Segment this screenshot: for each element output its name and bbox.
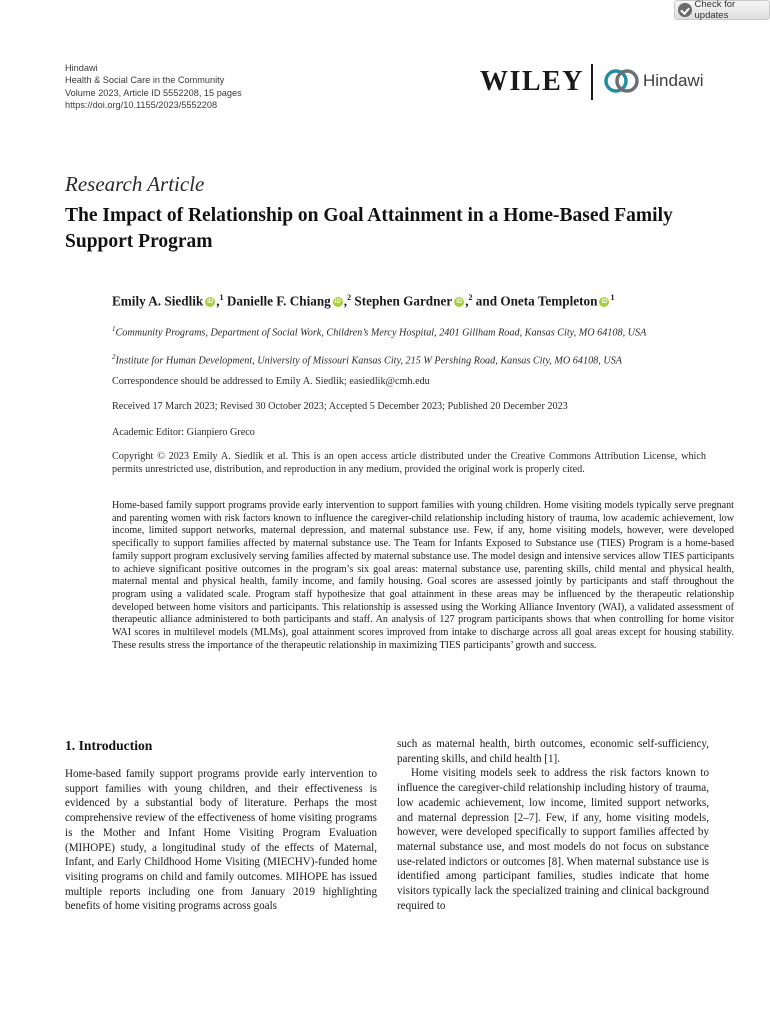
author-affiliation-number: 1 [610, 293, 615, 302]
author-list: Emily A. Siedlik iD ,$^1$ Danielle F. Chiang iD ,$^2$ Stephen Gardner iD ,$^2$ and Oneta Templeton $iD^1$ [112, 293, 615, 309]
affiliation-number: 1 [112, 325, 116, 333]
article-title: The Impact of Relationship on Goal Attainment in a Home-Based Family Support Program [65, 205, 673, 252]
author-name: Danielle F. Chiang [226, 293, 331, 309]
affiliation-number: 2 [112, 353, 116, 361]
check-circle-icon [678, 3, 692, 17]
academic-editor: Academic Editor: Gianpiero Greco [112, 427, 255, 438]
hindawi-logo-icon [604, 66, 640, 96]
volume-info: Volume 2023, Article ID 5552208, 15 pages [65, 87, 242, 98]
affiliation-text: Institute for Human Development, University of Missouri Kansas City, 215 W Pershing Road, Kansas City, MO 64108, USA [115, 355, 623, 367]
logo-divider [591, 64, 593, 100]
section-heading-introduction: 1. Introduction [65, 738, 153, 753]
affiliation-2 [112, 351, 712, 367]
orcid-icon[interactable]: iD [456, 299, 463, 306]
author-name: Oneta Templeton [500, 293, 598, 309]
paragraph: Home-based family support programs provide early intervention to support families with young children, and their effectiveness is evidenced by a substantial body of literature. Perhaps the most comprehensive review of the effectiveness of home visiting programs is the Mother and Infant Home Visiting Program Evaluation (MIHOPE) study, a longitudinal study of the effects of Maternal, Infant, and Early Childhood Home Visiting (MIECHV)-funded home visiting programs on child and family outcomes. MIHOPE has issued multiple reports including one from January 2019 highlighting benefits of home visiting programs across goals [65, 768, 377, 913]
body-column-right [397, 737, 709, 913]
check-for-updates-label: Check for updates [694, 0, 736, 21]
article-type: Research Article [65, 172, 205, 196]
affiliation-1 [112, 323, 652, 339]
orcid-icon[interactable]: iD [207, 299, 214, 306]
body-column-left [65, 767, 377, 914]
publisher-name: Hindawi [65, 63, 98, 73]
article-dates: Received 17 March 2023; Revised 30 October 2023; Accepted 5 December 2023; Published 20 December 2023 [112, 401, 568, 412]
orcid-icon[interactable]: iD [601, 299, 608, 306]
correspondence: Correspondence should be addressed to Emily A. Siedlik; easiedlik@cmh.edu [112, 376, 430, 387]
author-affiliation-number: 2 [468, 293, 473, 302]
orcid-icon[interactable]: iD [334, 299, 341, 306]
author-name: Emily A. Siedlik [112, 293, 204, 309]
wiley-logo: WILEY [480, 66, 584, 97]
author-affiliation-number: 2 [347, 293, 352, 302]
copyright-notice: Copyright © 2023 Emily A. Siedlik et al. This is an open access article distributed under the Creative Commons Attribution License, which permits unrestricted use, distribution, and reproduction in any medium, provided the original work is properly cited. [112, 451, 706, 475]
paragraph: Home visiting models seek to address the risk factors known to influence the caregiver-child relationship including history of trauma, low academic achievement, low income, limited support networks, and maternal depression [2–7]. Few, if any, home visiting models, however, were developed specifically to support families affected by maternal substance use, and most models do not focus on substance use-related indictors or outcomes [8]. When maternal substance use is identified among participant families, studies indicate that home visitors typically lack the specialized training and clinical background required to [397, 767, 709, 912]
hindawi-logo-text: Hindawi [643, 71, 704, 90]
affiliation-text: Community Programs, Department of Social Work, Children’s Mercy Hospital, 2401 Gillham Road, Kansas City, MO 64108, USA [115, 327, 647, 339]
author-affiliation-number: 1 [219, 293, 224, 302]
journal-info [65, 62, 242, 112]
journal-name: Health & Social Care in the Community [65, 75, 225, 86]
abstract: Home-based family support programs provide early intervention to support families with young children. Home visiting models typically serve pregnant and parenting women with risk factors known to influence the caregiver-child relationship including history of trauma, low academic achievement, low income, limited support networks, maternal depression, and maternal substance use. Few, if any, home visiting models, however, were developed specifically to support families affected by maternal substance use. The Team for Infants Exposed to Substance use (TIES) Program is a home-based family support program exclusively serving families affected by maternal substance use. The model design and intensive services allow TIES participants to achieve significant positive outcomes in the program’s six goal areas: maternal substance use, parenting skills, child mental and physical health, maternal mental and physical health, family income, and family housing. Goal scores are assessed jointly by participants and staff throughout the program using a validated scale. Program staff hypothesize that goal attainment in these areas may be influenced by the therapeutic relationship developed between home visitors and participants. This relationship is assessed using the Working Alliance Inventory (WAI), a validated assessment of therapeutic alliance administered to both participants and staff. An analysis of 127 program participants shows that when controlling for home visitor WAI scores in multilevel models (MLMs), goal attainment scores improved from intake to discharge across all goal areas except for housing stability. These results stress the importance of the therapeutic relationship in maximizing TIES participants’ growth and success. [112, 500, 734, 651]
doi-link[interactable]: https://doi.org/10.1155/2023/5552208 [65, 100, 218, 111]
check-for-updates-button[interactable] [674, 0, 770, 20]
author-name: Stephen Gardner [354, 293, 453, 309]
paragraph: such as maternal health, birth outcomes, economic self-sufficiency, parenting skills, and child health [1]. [397, 738, 709, 765]
author-conjunction: and [475, 293, 498, 309]
